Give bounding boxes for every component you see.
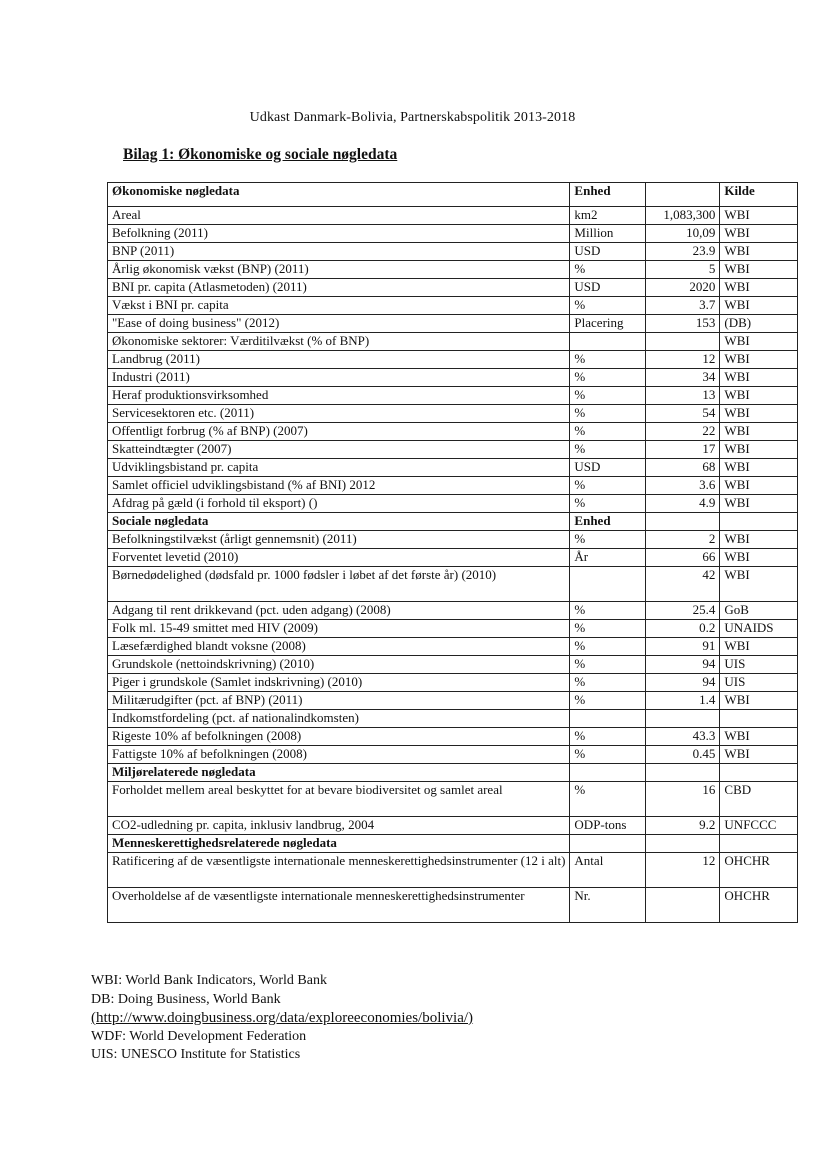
row-source: WBI	[720, 225, 798, 243]
table-row	[108, 477, 798, 495]
row-value: 0.45	[646, 746, 720, 764]
row-label: Vækst i BNI pr. capita	[108, 297, 570, 315]
row-label: Piger i grundskole (Samlet indskrivning) (2010)	[108, 674, 570, 692]
table-row	[108, 351, 798, 369]
row-unit: År	[570, 549, 646, 567]
row-value: 94	[646, 674, 720, 692]
row-source: WBI	[720, 567, 798, 602]
key-data-table-body	[108, 183, 798, 923]
row-value: 34	[646, 369, 720, 387]
table-row	[108, 261, 798, 279]
row-value: 54	[646, 405, 720, 423]
table-row	[108, 746, 798, 764]
row-value: 0.2	[646, 620, 720, 638]
table-row	[108, 495, 798, 513]
table-row	[108, 888, 798, 923]
row-unit	[570, 567, 646, 602]
row-label: Rigeste 10% af befolkningen (2008)	[108, 728, 570, 746]
row-label: Offentligt forbrug (% af BNP) (2007)	[108, 423, 570, 441]
row-value: 1,083,300	[646, 207, 720, 225]
row-value: 2020	[646, 279, 720, 297]
row-value: 12	[646, 853, 720, 888]
table-row	[108, 710, 798, 728]
row-value: 42	[646, 567, 720, 602]
footnote-db-link[interactable]: (http://www.doingbusiness.org/data/exploreeconomies/bolivia/)	[91, 1010, 474, 1026]
row-source: WBI	[720, 746, 798, 764]
row-label: Servicesektoren etc. (2011)	[108, 405, 570, 423]
row-label: Heraf produktionsvirksomhed	[108, 387, 570, 405]
row-source: WBI	[720, 261, 798, 279]
empty-cell	[646, 513, 720, 531]
empty-cell	[720, 764, 798, 782]
table-row	[108, 656, 798, 674]
row-source: UIS	[720, 656, 798, 674]
row-source: WBI	[720, 531, 798, 549]
row-value: 16	[646, 782, 720, 817]
row-value: 22	[646, 423, 720, 441]
row-value: 1.4	[646, 692, 720, 710]
row-unit: USD	[570, 279, 646, 297]
table-row	[108, 728, 798, 746]
footnotes	[91, 972, 473, 1065]
footnote-uis: UIS: UNESCO Institute for Statistics	[91, 1047, 301, 1062]
row-value: 9.2	[646, 817, 720, 835]
row-label: BNI pr. capita (Atlasmetoden) (2011)	[108, 279, 570, 297]
row-source: GoB	[720, 602, 798, 620]
row-label: Ratificering af de væsentligste internationale menneskerettighedsinstrumenter (12 i alt)	[108, 853, 570, 888]
row-label: Forventet levetid (2010)	[108, 549, 570, 567]
row-label: Befolkningstilvækst (årligt gennemsnit) (2011)	[108, 531, 570, 549]
row-source: WBI	[720, 369, 798, 387]
row-source: WBI	[720, 207, 798, 225]
key-data-table	[107, 182, 798, 923]
footnote-wdf: WDF: World Development Federation	[91, 1028, 307, 1044]
row-value: 153	[646, 315, 720, 333]
table-row	[108, 423, 798, 441]
column-header-unit: Enhed	[570, 183, 646, 207]
row-value	[646, 710, 720, 728]
table-row	[108, 333, 798, 351]
row-unit: USD	[570, 459, 646, 477]
column-header-source: Kilde	[720, 183, 798, 207]
row-value: 10,09	[646, 225, 720, 243]
table-row	[108, 441, 798, 459]
table-row	[108, 782, 798, 817]
row-label: Læsefærdighed blandt voksne (2008)	[108, 638, 570, 656]
table-row	[108, 620, 798, 638]
row-label: Industri (2011)	[108, 369, 570, 387]
row-unit: %	[570, 674, 646, 692]
row-source: WBI	[720, 459, 798, 477]
section-social	[108, 513, 798, 531]
row-unit: %	[570, 369, 646, 387]
footnote-db: DB: Doing Business, World Bank	[91, 991, 281, 1007]
row-label: Afdrag på gæld (i forhold til eksport) ()	[108, 495, 570, 513]
table-row	[108, 369, 798, 387]
row-value: 2	[646, 531, 720, 549]
row-value: 13	[646, 387, 720, 405]
row-source: WBI	[720, 387, 798, 405]
table-row	[108, 315, 798, 333]
table-row	[108, 297, 798, 315]
table-row	[108, 602, 798, 620]
section-title: Miljørelaterede nøgledata	[108, 764, 570, 782]
row-unit: %	[570, 531, 646, 549]
section-title: Sociale nøgledata	[108, 513, 570, 531]
row-unit: Antal	[570, 853, 646, 888]
row-label: Skatteindtægter (2007)	[108, 441, 570, 459]
row-label: Befolkning (2011)	[108, 225, 570, 243]
section-title: Menneskerettighedsrelaterede nøgledata	[108, 835, 570, 853]
row-unit: %	[570, 728, 646, 746]
row-label: Indkomstfordeling (pct. af nationalindkomsten)	[108, 710, 570, 728]
row-value: 94	[646, 656, 720, 674]
row-unit: %	[570, 620, 646, 638]
row-unit: %	[570, 638, 646, 656]
row-unit: %	[570, 477, 646, 495]
row-unit: %	[570, 297, 646, 315]
row-source: UIS	[720, 674, 798, 692]
row-label: Areal	[108, 207, 570, 225]
row-source: UNFCCC	[720, 817, 798, 835]
table-row	[108, 207, 798, 225]
row-unit: %	[570, 261, 646, 279]
row-unit: %	[570, 441, 646, 459]
row-source: WBI	[720, 351, 798, 369]
table-row	[108, 549, 798, 567]
row-label: Folk ml. 15-49 smittet med HIV (2009)	[108, 620, 570, 638]
row-label: Forholdet mellem areal beskyttet for at bevare biodiversitet og samlet areal	[108, 782, 570, 817]
row-value: 91	[646, 638, 720, 656]
row-label: Børnedødelighed (dødsfald pr. 1000 fødsler i løbet af det første år) (2010)	[108, 567, 570, 602]
row-label: Grundskole (nettoindskrivning) (2010)	[108, 656, 570, 674]
row-unit: %	[570, 656, 646, 674]
row-unit: %	[570, 692, 646, 710]
empty-cell	[720, 513, 798, 531]
row-value: 17	[646, 441, 720, 459]
row-source: OHCHR	[720, 888, 798, 923]
row-source: WBI	[720, 333, 798, 351]
row-label: CO2-udledning pr. capita, inklusiv landbrug, 2004	[108, 817, 570, 835]
row-value: 66	[646, 549, 720, 567]
row-value: 4.9	[646, 495, 720, 513]
row-value: 25.4	[646, 602, 720, 620]
row-unit: %	[570, 351, 646, 369]
row-value	[646, 888, 720, 923]
table-row	[108, 459, 798, 477]
row-label: Samlet officiel udviklingsbistand (% af BNI) 2012	[108, 477, 570, 495]
row-source: (DB)	[720, 315, 798, 333]
row-source	[720, 710, 798, 728]
row-unit: %	[570, 387, 646, 405]
column-header-value	[646, 183, 720, 207]
table-row	[108, 638, 798, 656]
row-label: BNP (2011)	[108, 243, 570, 261]
page-header: Udkast Danmark-Bolivia, Partnerskabspolitik 2013-2018	[249, 110, 576, 125]
table-row	[108, 692, 798, 710]
row-unit: Million	[570, 225, 646, 243]
row-source: OHCHR	[720, 853, 798, 888]
section-environment	[108, 764, 798, 782]
table-row	[108, 225, 798, 243]
row-value	[646, 333, 720, 351]
row-unit: Placering	[570, 315, 646, 333]
page-title: Bilag 1: Økonomiske og sociale nøgledata	[123, 146, 398, 163]
row-source: WBI	[720, 423, 798, 441]
row-value: 23.9	[646, 243, 720, 261]
section-unit: Enhed	[570, 513, 646, 531]
row-label: Fattigste 10% af befolkningen (2008)	[108, 746, 570, 764]
row-source: WBI	[720, 495, 798, 513]
row-label: Landbrug (2011)	[108, 351, 570, 369]
row-label: Udviklingsbistand pr. capita	[108, 459, 570, 477]
row-unit: km2	[570, 207, 646, 225]
table-row	[108, 405, 798, 423]
row-source: WBI	[720, 297, 798, 315]
row-value: 43.3	[646, 728, 720, 746]
empty-cell	[720, 835, 798, 853]
row-label: Overholdelse af de væsentligste internationale menneskerettighedsinstrumenter	[108, 888, 570, 923]
table-row	[108, 817, 798, 835]
row-unit: %	[570, 746, 646, 764]
table-row	[108, 853, 798, 888]
empty-cell	[570, 835, 646, 853]
row-unit: %	[570, 423, 646, 441]
row-label: Militærudgifter (pct. af BNP) (2011)	[108, 692, 570, 710]
table-header-row	[108, 183, 798, 207]
row-value: 5	[646, 261, 720, 279]
row-source: WBI	[720, 692, 798, 710]
table-row	[108, 567, 798, 602]
row-label: Årlig økonomisk vækst (BNP) (2011)	[108, 261, 570, 279]
row-source: UNAIDS	[720, 620, 798, 638]
row-source: WBI	[720, 638, 798, 656]
row-value: 3.7	[646, 297, 720, 315]
row-value: 3.6	[646, 477, 720, 495]
row-unit	[570, 333, 646, 351]
row-unit: Nr.	[570, 888, 646, 923]
row-label: "Ease of doing business" (2012)	[108, 315, 570, 333]
row-unit: ODP-tons	[570, 817, 646, 835]
row-unit: %	[570, 405, 646, 423]
row-source: WBI	[720, 728, 798, 746]
column-header-indicator: Økonomiske nøgledata	[108, 183, 570, 207]
row-source: WBI	[720, 279, 798, 297]
row-source: WBI	[720, 243, 798, 261]
row-unit: USD	[570, 243, 646, 261]
empty-cell	[570, 764, 646, 782]
table-row	[108, 531, 798, 549]
table-row	[108, 279, 798, 297]
section-human-rights	[108, 835, 798, 853]
row-source: WBI	[720, 405, 798, 423]
row-source: WBI	[720, 441, 798, 459]
row-unit: %	[570, 782, 646, 817]
row-unit	[570, 710, 646, 728]
empty-cell	[646, 835, 720, 853]
row-source: WBI	[720, 477, 798, 495]
row-unit: %	[570, 495, 646, 513]
row-source: WBI	[720, 549, 798, 567]
row-label: Adgang til rent drikkevand (pct. uden adgang) (2008)	[108, 602, 570, 620]
table-row	[108, 243, 798, 261]
row-value: 68	[646, 459, 720, 477]
row-unit: %	[570, 602, 646, 620]
table-row	[108, 674, 798, 692]
row-source: CBD	[720, 782, 798, 817]
empty-cell	[646, 764, 720, 782]
footnote-wbi: WBI: World Bank Indicators, World Bank	[91, 973, 327, 988]
row-value: 12	[646, 351, 720, 369]
table-row	[108, 387, 798, 405]
row-label: Økonomiske sektorer: Værditilvækst (% of BNP)	[108, 333, 570, 351]
